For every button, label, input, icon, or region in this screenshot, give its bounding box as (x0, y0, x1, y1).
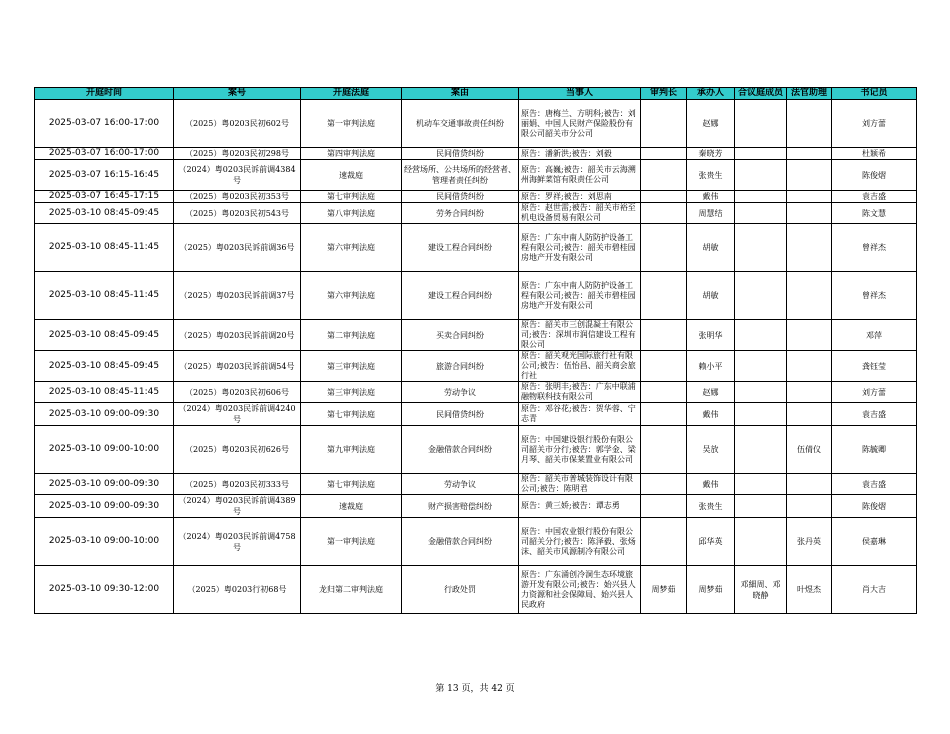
court-schedule-table (34, 87, 917, 614)
cell-clerk: 曾祥杰 (832, 224, 917, 272)
col-header-presiding-judge: 审判长 (641, 88, 687, 100)
cell-presiding-judge (641, 100, 687, 148)
cell-case-no: （2024）粤0203民诉前调4389号 (174, 495, 301, 518)
col-header-case-no: 案号 (174, 88, 301, 100)
cell-court: 第八审判法庭 (301, 203, 402, 224)
table-row (35, 474, 917, 495)
cell-clerk: 陈俊熠 (832, 495, 917, 518)
cell-handler: 赵娜 (687, 100, 735, 148)
cell-court: 第一审判法庭 (301, 100, 402, 148)
cell-panel (735, 426, 787, 474)
cell-cause: 机动车交通事故责任纠纷 (402, 100, 519, 148)
cell-case-no: （2025）粤0203民初602号 (174, 100, 301, 148)
cell-presiding-judge (641, 403, 687, 426)
cell-presiding-judge (641, 426, 687, 474)
cell-assistant: 伍倩仪 (787, 426, 832, 474)
cell-assistant: 张丹英 (787, 518, 832, 566)
cell-handler: 赵娜 (687, 382, 735, 403)
cell-panel: 邓細周、邓晓静 (735, 566, 787, 614)
cell-cause: 民间借贷纠纷 (402, 403, 519, 426)
table-row (35, 191, 917, 203)
cell-time: 2025-03-10 09:00-10:00 (35, 426, 174, 474)
header-row (35, 88, 917, 100)
table-row (35, 566, 917, 614)
table-row (35, 224, 917, 272)
cell-cause: 劳动争议 (402, 382, 519, 403)
cell-cause: 金融借款合同纠纷 (402, 426, 519, 474)
table-row (35, 403, 917, 426)
cell-court: 速裁庭 (301, 160, 402, 191)
cell-handler: 胡敏 (687, 272, 735, 320)
cell-parties: 原告：赵世雷;被告：韶关市裕至机电设备贸易有限公司 (519, 203, 641, 224)
cell-panel (735, 148, 787, 160)
cell-clerk: 陈文慧 (832, 203, 917, 224)
cell-handler: 秦晓芳 (687, 148, 735, 160)
cell-panel (735, 518, 787, 566)
cell-case-no: （2025）粤0203民初606号 (174, 382, 301, 403)
page-number: 第 13 页，共 42 页 (435, 684, 515, 694)
cell-court: 第四审判法庭 (301, 148, 402, 160)
cell-handler: 戴伟 (687, 474, 735, 495)
table-row (35, 100, 917, 148)
cell-panel (735, 351, 787, 382)
table-row (35, 351, 917, 382)
cell-parties: 原告：中国建设银行股份有限公司韶关市分行;被告：郭学金、梁月琴、韶关市保莱置业有限公司 (519, 426, 641, 474)
col-header-court: 开庭法庭 (301, 88, 402, 100)
cell-parties: 原告：中国农业银行股份有限公司韶关分行;被告：陈泽毅、张炀沫、韶关市风源制冷有限公司 (519, 518, 641, 566)
cell-presiding-judge (641, 148, 687, 160)
cell-case-no: （2025）粤0203民初626号 (174, 426, 301, 474)
table-row (35, 272, 917, 320)
cell-panel (735, 382, 787, 403)
cell-panel (735, 495, 787, 518)
cell-time: 2025-03-07 16:15-16:45 (35, 160, 174, 191)
cell-clerk: 肖大吉 (832, 566, 917, 614)
cell-panel (735, 403, 787, 426)
cell-clerk: 侯嘉琳 (832, 518, 917, 566)
cell-presiding-judge (641, 518, 687, 566)
cell-panel (735, 191, 787, 203)
cell-case-no: （2025）粤0203民诉前调54号 (174, 351, 301, 382)
cell-parties: 原告：广东中南人防防护设备工程有限公司;被告：韶关市碧桂园房地产开发有限公司 (519, 224, 641, 272)
cell-cause: 民间借贷纠纷 (402, 148, 519, 160)
cell-cause: 建设工程合同纠纷 (402, 224, 519, 272)
cell-clerk: 曾祥杰 (832, 272, 917, 320)
cell-presiding-judge (641, 320, 687, 351)
col-header-handler: 承办人 (687, 88, 735, 100)
cell-cause: 劳动争议 (402, 474, 519, 495)
cell-assistant (787, 320, 832, 351)
cell-handler: 周梦茹 (687, 566, 735, 614)
cell-clerk: 杜颖希 (832, 148, 917, 160)
table-row (35, 203, 917, 224)
cell-time: 2025-03-07 16:45-17:15 (35, 191, 174, 203)
cell-court: 第三审判法庭 (301, 351, 402, 382)
cell-panel (735, 203, 787, 224)
cell-cause: 财产损害赔偿纠纷 (402, 495, 519, 518)
cell-case-no: （2025）粤0203民诉前调20号 (174, 320, 301, 351)
cell-court: 龙归第二审判法庭 (301, 566, 402, 614)
cell-case-no: （2024）粤0203民诉前调4758号 (174, 518, 301, 566)
cell-case-no: （2025）粤0203民诉前调37号 (174, 272, 301, 320)
cell-parties: 原告：韶关市三创混凝土有限公司;被告：深圳市润信建设工程有限公司 (519, 320, 641, 351)
cell-parties: 原告：韶关观光国际旅行社有限公司;被告：伍怡昌、韶关商会旅行社 (519, 351, 641, 382)
cell-court: 第七审判法庭 (301, 474, 402, 495)
cell-court: 第一审判法庭 (301, 518, 402, 566)
cell-panel (735, 474, 787, 495)
cell-assistant: 叶煜杰 (787, 566, 832, 614)
cell-panel (735, 320, 787, 351)
cell-handler: 张明华 (687, 320, 735, 351)
cell-assistant (787, 100, 832, 148)
cell-parties: 原告：罗祥;被告：刘思南 (519, 191, 641, 203)
cell-time: 2025-03-10 09:00-09:30 (35, 495, 174, 518)
cell-assistant (787, 382, 832, 403)
cell-cause: 行政处罚 (402, 566, 519, 614)
table-row (35, 495, 917, 518)
cell-time: 2025-03-10 08:45-11:45 (35, 224, 174, 272)
cell-clerk: 邓萍 (832, 320, 917, 351)
col-header-parties: 当事人 (519, 88, 641, 100)
cell-presiding-judge (641, 160, 687, 191)
table-row (35, 426, 917, 474)
cell-time: 2025-03-10 08:45-09:45 (35, 203, 174, 224)
cell-parties: 原告：高巍;被告：韶关市云海溯州海鲜菜馆有限责任公司 (519, 160, 641, 191)
cell-parties: 原告：张明丰;被告：广东中联浦融物联科技有限公司 (519, 382, 641, 403)
table-row (35, 382, 917, 403)
cell-handler: 戴伟 (687, 403, 735, 426)
cell-presiding-judge (641, 474, 687, 495)
col-header-clerk: 书记员 (832, 88, 917, 100)
cell-court: 速裁庭 (301, 495, 402, 518)
cell-presiding-judge (641, 495, 687, 518)
cell-clerk: 袁吉盛 (832, 191, 917, 203)
cell-cause: 买卖合同纠纷 (402, 320, 519, 351)
table-row (35, 148, 917, 160)
cell-clerk: 陈毓卿 (832, 426, 917, 474)
cell-assistant (787, 191, 832, 203)
cell-court: 第三审判法庭 (301, 382, 402, 403)
cell-court: 第七审判法庭 (301, 191, 402, 203)
cell-presiding-judge: 周梦茹 (641, 566, 687, 614)
cell-assistant (787, 224, 832, 272)
cell-assistant (787, 160, 832, 191)
col-header-panel: 合议庭成员 (735, 88, 787, 100)
cell-court: 第六审判法庭 (301, 272, 402, 320)
cell-presiding-judge (641, 382, 687, 403)
cell-cause: 旅游合同纠纷 (402, 351, 519, 382)
cell-cause: 劳务合同纠纷 (402, 203, 519, 224)
col-header-cause: 案由 (402, 88, 519, 100)
cell-handler: 胡敏 (687, 224, 735, 272)
cell-handler: 赖小平 (687, 351, 735, 382)
table-row (35, 160, 917, 191)
cell-case-no: （2024）粤0203民诉前调4384号 (174, 160, 301, 191)
cell-case-no: （2025）粤0203民诉前调36号 (174, 224, 301, 272)
cell-parties: 原告：邓谷花;被告：贺华蓉、宁志青 (519, 403, 641, 426)
cell-panel (735, 160, 787, 191)
cell-clerk: 刘方蕾 (832, 100, 917, 148)
cell-handler: 戴伟 (687, 191, 735, 203)
cell-case-no: （2025）粤0203民初543号 (174, 203, 301, 224)
cell-assistant (787, 272, 832, 320)
cell-cause: 建设工程合同纠纷 (402, 272, 519, 320)
cell-assistant (787, 474, 832, 495)
cell-cause: 民间借贷纠纷 (402, 191, 519, 203)
table-row (35, 518, 917, 566)
cell-time: 2025-03-10 08:45-09:45 (35, 351, 174, 382)
cell-time: 2025-03-10 09:30-12:00 (35, 566, 174, 614)
cell-handler: 吴放 (687, 426, 735, 474)
cell-presiding-judge (641, 224, 687, 272)
cell-parties: 原告：唐梅兰、方明科;被告：刘丽娟、中国人民财产保险股份有限公司韶关市分公司 (519, 100, 641, 148)
cell-assistant (787, 203, 832, 224)
cell-time: 2025-03-10 09:00-09:30 (35, 403, 174, 426)
table-row (35, 320, 917, 351)
cell-panel (735, 272, 787, 320)
cell-court: 第九审判法庭 (301, 426, 402, 474)
cell-time: 2025-03-10 08:45-11:45 (35, 382, 174, 403)
cell-time: 2025-03-10 09:00-09:30 (35, 474, 174, 495)
cell-clerk: 刘方蕾 (832, 382, 917, 403)
cell-panel (735, 224, 787, 272)
cell-case-no: （2025）粤0203民初298号 (174, 148, 301, 160)
cell-clerk: 袁吉盛 (832, 403, 917, 426)
cell-cause: 金融借款合同纠纷 (402, 518, 519, 566)
cell-parties: 原告：潘新洪;被告：刘毅 (519, 148, 641, 160)
cell-case-no: （2025）粤0203民初353号 (174, 191, 301, 203)
cell-time: 2025-03-10 08:45-11:45 (35, 272, 174, 320)
cell-parties: 原告：广东涌创冷洞生态环境旅游开发有限公司;被告：始兴县人力资源和社会保障局、始兴县人民政府 (519, 566, 641, 614)
cell-court: 第二审判法庭 (301, 320, 402, 351)
cell-presiding-judge (641, 351, 687, 382)
cell-assistant (787, 148, 832, 160)
cell-assistant (787, 495, 832, 518)
cell-case-no: （2025）粤0203民初333号 (174, 474, 301, 495)
cell-presiding-judge (641, 203, 687, 224)
cell-time: 2025-03-10 08:45-09:45 (35, 320, 174, 351)
cell-handler: 张贵生 (687, 160, 735, 191)
col-header-assistant: 法官助理 (787, 88, 832, 100)
cell-presiding-judge (641, 272, 687, 320)
cell-handler: 周慧结 (687, 203, 735, 224)
cell-clerk: 龚钰莹 (832, 351, 917, 382)
cell-court: 第六审判法庭 (301, 224, 402, 272)
cell-time: 2025-03-10 09:00-10:00 (35, 518, 174, 566)
cell-handler: 邱华英 (687, 518, 735, 566)
cell-court: 第七审判法庭 (301, 403, 402, 426)
cell-presiding-judge (641, 191, 687, 203)
cell-clerk: 袁吉盛 (832, 474, 917, 495)
cell-time: 2025-03-07 16:00-17:00 (35, 148, 174, 160)
cell-cause: 经营场所、公共场所的经营者、管理者责任纠纷 (402, 160, 519, 191)
cell-assistant (787, 403, 832, 426)
cell-clerk: 陈俊熠 (832, 160, 917, 191)
cell-time: 2025-03-07 16:00-17:00 (35, 100, 174, 148)
cell-handler: 张贵生 (687, 495, 735, 518)
cell-parties: 原告：黄三娇;被告：谭志勇 (519, 495, 641, 518)
cell-assistant (787, 351, 832, 382)
col-header-time: 开庭时间 (35, 88, 174, 100)
cell-parties: 原告：广东中南人防防护设备工程有限公司;被告：韶关市碧桂园房地产开发有限公司 (519, 272, 641, 320)
cell-case-no: （2025）粤0203行初68号 (174, 566, 301, 614)
cell-parties: 原告：韶关市普城装饰设计有限公司;被告：陈明君 (519, 474, 641, 495)
cell-case-no: （2024）粤0203民诉前调4240号 (174, 403, 301, 426)
cell-panel (735, 100, 787, 148)
